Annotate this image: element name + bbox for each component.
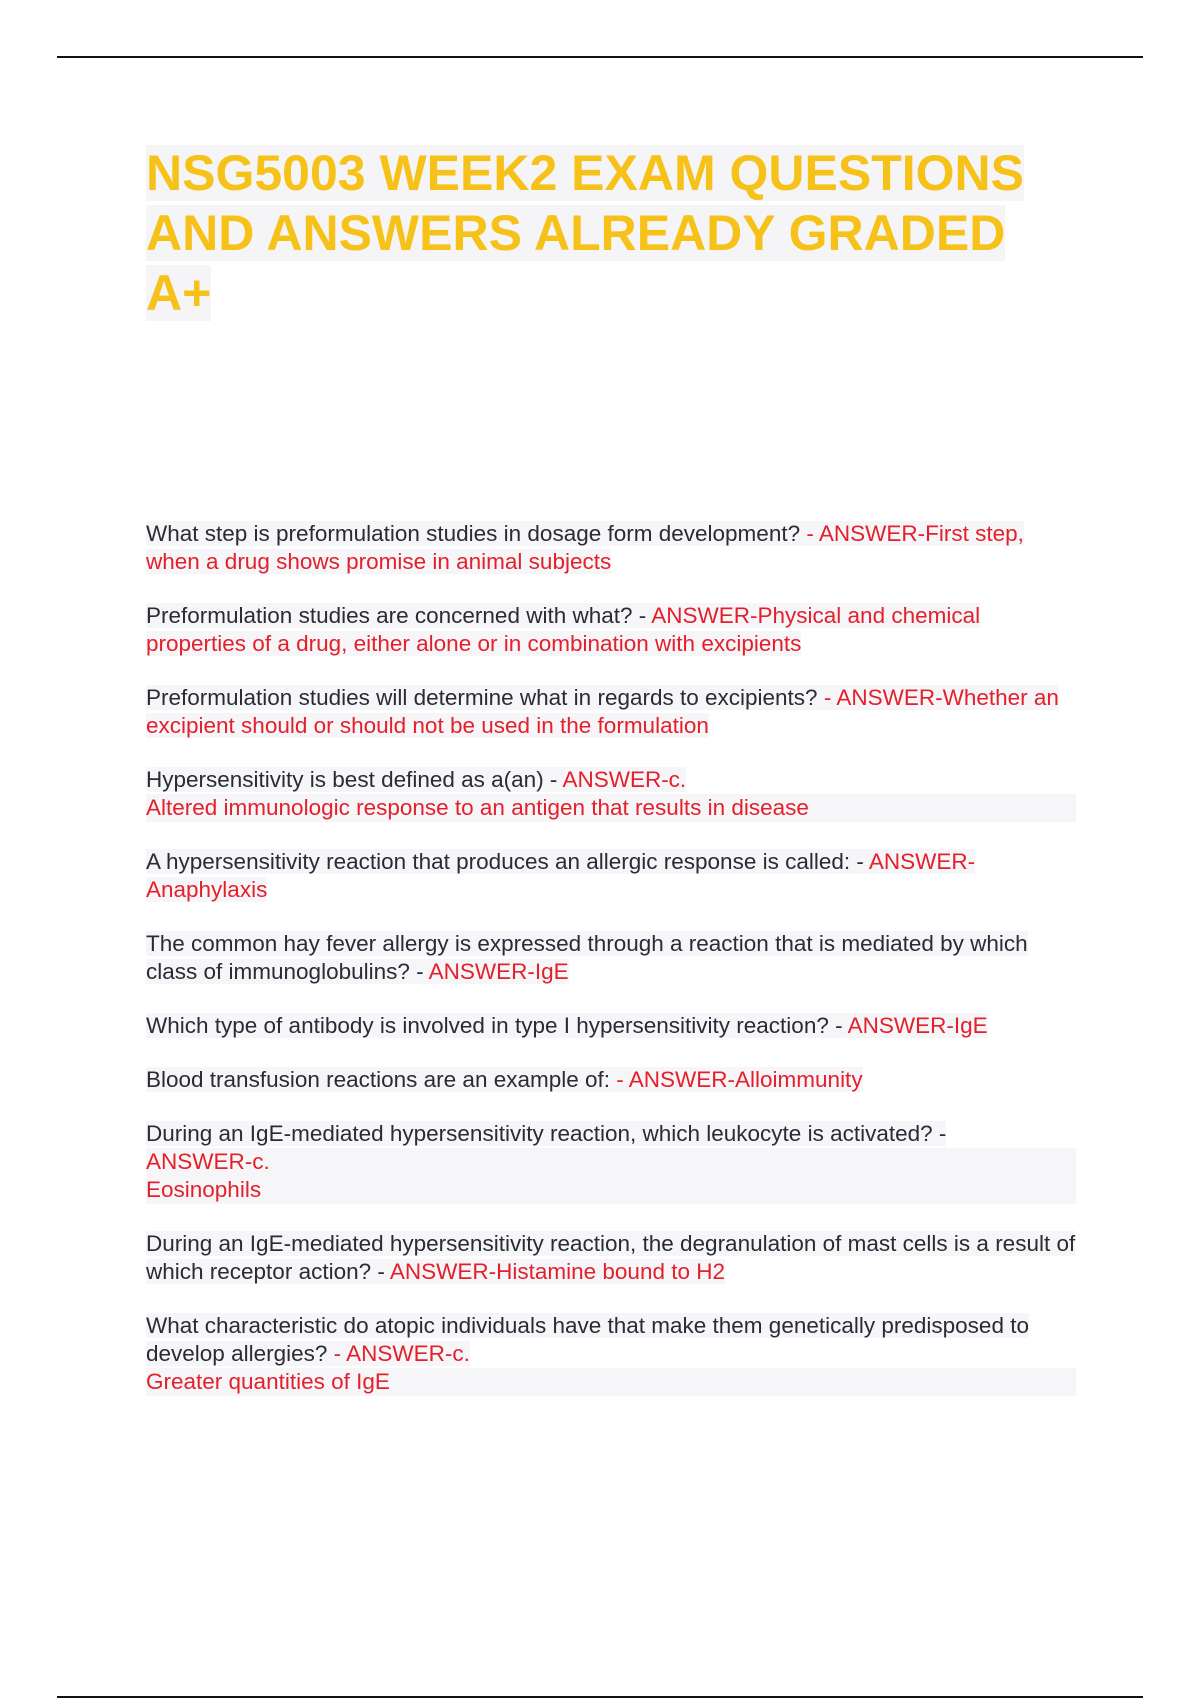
qa-item	[146, 1066, 1076, 1094]
answer-text: - ANSWER-c.	[327, 1341, 470, 1366]
answer-text: - ANSWER-Alloimmunity	[610, 1067, 863, 1092]
question-text: Blood transfusion reactions are an example of:	[146, 1067, 611, 1092]
qa-item	[146, 848, 1076, 904]
answer-detail	[146, 1368, 1076, 1396]
question-text: Hypersensitivity is best defined as a(an) -	[146, 767, 563, 792]
document-title-text: NSG5003 WEEK2 EXAM QUESTIONS AND ANSWERS ALREADY GRADED A+	[146, 145, 1025, 321]
question-text: What characteristic do atopic individuals have that make them genetically predisposed to develop allergies?	[146, 1313, 1029, 1366]
question-text: What step is preformulation studies in dosage form development?	[146, 521, 801, 546]
answer-text: ANSWER-c.	[562, 767, 687, 792]
top-divider	[57, 56, 1143, 58]
qa-item	[146, 520, 1076, 576]
question-text: During an IgE-mediated hypersensitivity reaction, the degranulation of mast cells is a result of which receptor action? -	[146, 1231, 1076, 1284]
qa-item	[146, 602, 1076, 658]
answer-text: ANSWER-Anaphylaxis	[146, 849, 976, 902]
answer-detail	[146, 794, 1076, 822]
answer-detail-text: Altered immunologic response to an antigen that results in disease	[146, 795, 809, 820]
qa-item	[146, 1312, 1076, 1396]
bottom-divider	[57, 1696, 1143, 1698]
document-title	[146, 143, 1076, 323]
answer-text: ANSWER-Histamine bound to H2	[389, 1259, 726, 1284]
question-text: Preformulation studies are concerned with what? -	[146, 603, 652, 628]
answer-text: ANSWER-IgE	[428, 959, 569, 984]
answer-line	[146, 1148, 1076, 1176]
answer-text: - ANSWER-Whether an excipient should or should not be used in the formulation	[146, 685, 1059, 738]
answer-detail	[146, 1176, 1076, 1204]
question-text: A hypersensitivity reaction that produces an allergic response is called: -	[146, 849, 869, 874]
answer-text: ANSWER-Physical and chemical properties of a drug, either alone or in combination with excipients	[146, 603, 981, 656]
question-text: Which type of antibody is involved in type I hypersensitivity reaction? -	[146, 1013, 848, 1038]
answer-text: - ANSWER-First step, when a drug shows promise in animal subjects	[146, 521, 1024, 574]
answer-detail-text: Eosinophils	[146, 1177, 262, 1202]
qa-item	[146, 1120, 1076, 1204]
answer-text: ANSWER-c.	[146, 1149, 270, 1174]
qa-item	[146, 1230, 1076, 1286]
answer-detail-text: Greater quantities of IgE	[146, 1369, 390, 1394]
question-answer-list	[146, 520, 1076, 1422]
question-text: The common hay fever allergy is expressed through a reaction that is mediated by which class of immunoglobulins? -	[146, 931, 1028, 984]
question-text: Preformulation studies will determine what in regards to excipients?	[146, 685, 818, 710]
question-text: During an IgE-mediated hypersensitivity reaction, which leukocyte is activated? -	[146, 1121, 947, 1146]
qa-item	[146, 684, 1076, 740]
answer-text: ANSWER-IgE	[847, 1013, 988, 1038]
qa-item	[146, 766, 1076, 822]
qa-item	[146, 1012, 1076, 1040]
qa-item	[146, 930, 1076, 986]
